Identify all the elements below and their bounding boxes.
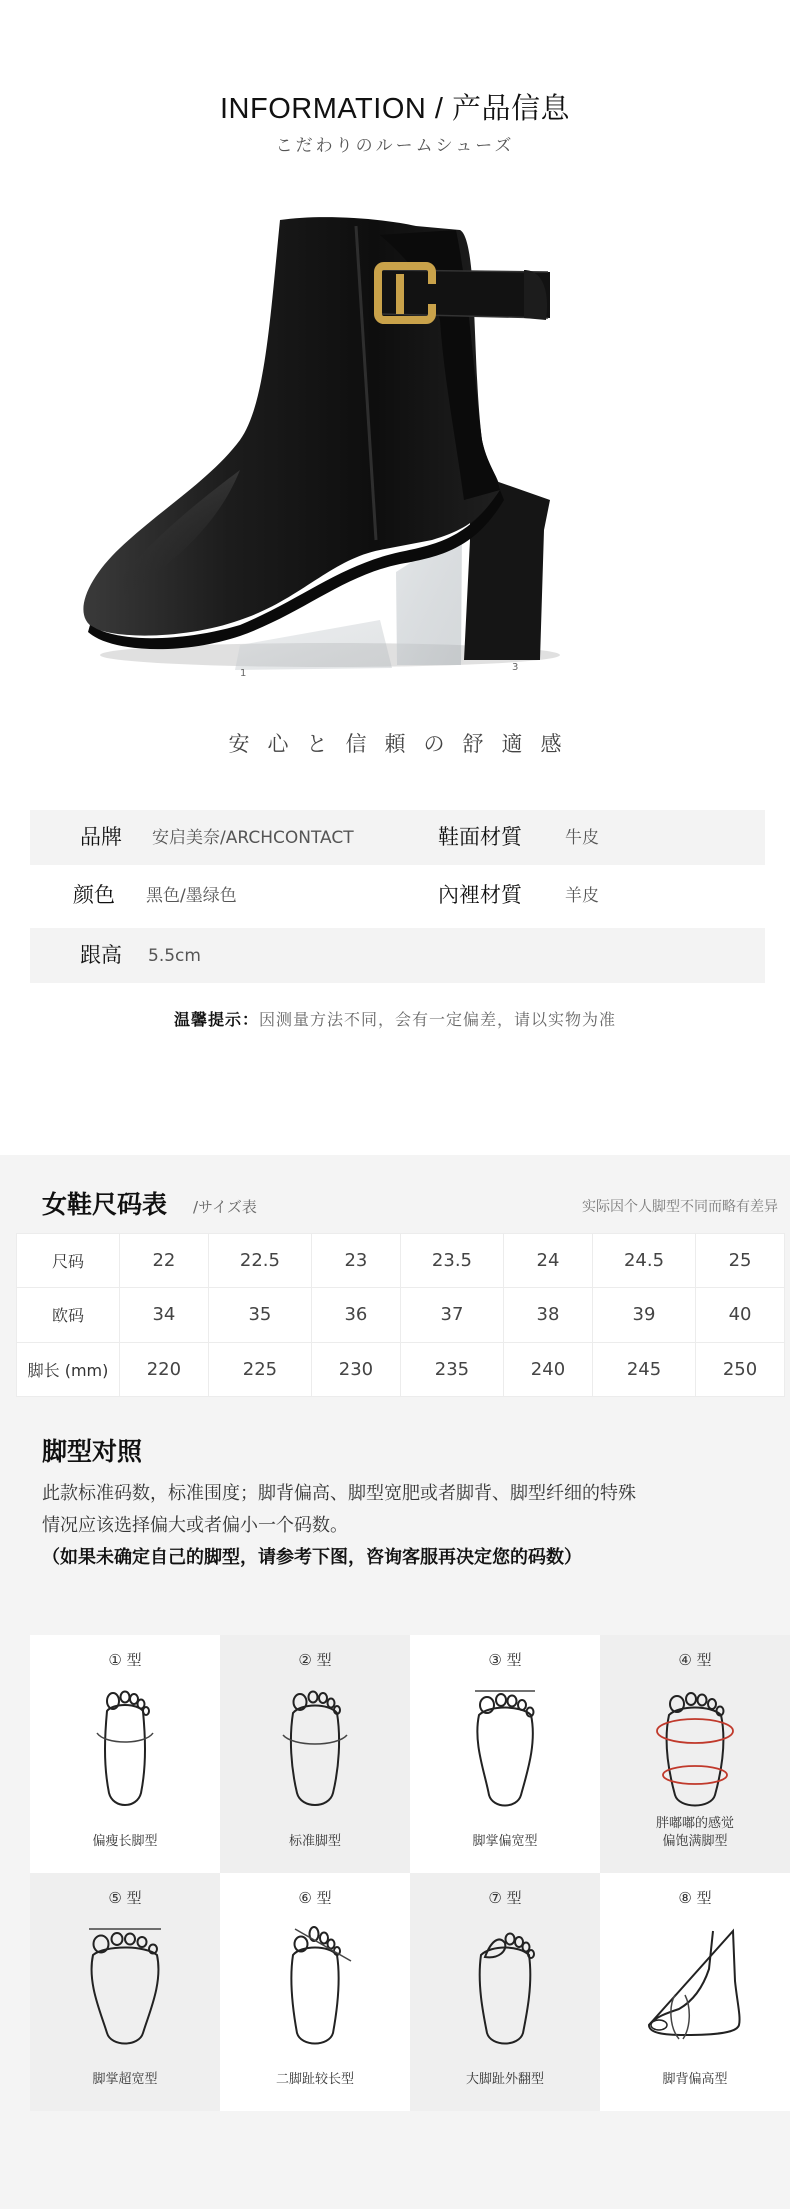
table-cell: 34: [120, 1288, 209, 1342]
foot-type-number: ① 型: [108, 1651, 142, 1669]
row-header: 欧码: [17, 1288, 120, 1342]
foot-type-8: [600, 1873, 790, 2111]
foot-type-1: [30, 1635, 220, 1873]
foot-type-7: [410, 1873, 600, 2111]
table-cell: 235: [400, 1342, 503, 1396]
size-table: [16, 1233, 785, 1397]
foot-guide-line-3: （如果未确定自己的脚型，请参考下图，咨询客服再决定您的码数）: [42, 1547, 582, 1568]
heel-label: 跟高: [80, 943, 122, 967]
row-header: 尺码: [17, 1234, 120, 1288]
foot-type-number: ④ 型: [678, 1651, 712, 1669]
foot-guide-line-1: 此款标准码数，标准围度；脚背偏高、脚型宽肥或者脚背、脚型纤细的特殊: [42, 1483, 636, 1504]
table-cell: 245: [592, 1342, 695, 1396]
warm-tip-text: 因测量方法不同，会有一定偏差，请以实物为准: [259, 1010, 617, 1029]
foot-type-name: 脚掌超宽型: [92, 2072, 158, 2087]
foot-outline-icon: [265, 1921, 365, 2051]
spec-row-2: [30, 868, 765, 923]
table-cell: 22: [120, 1234, 209, 1288]
foot-outline-icon: [75, 1921, 175, 2051]
lining-material-value: 羊皮: [565, 886, 599, 906]
size-chart-subtitle: /サイズ表: [193, 1198, 257, 1216]
heel-value: 5.5cm: [148, 946, 201, 966]
foot-type-number: ③ 型: [488, 1651, 522, 1669]
table-cell: 35: [208, 1288, 311, 1342]
foot-type-number: ⑦ 型: [488, 1889, 522, 1907]
foot-type-2: [220, 1635, 410, 1873]
foot-type-name: 脚背偏高型: [662, 2072, 728, 2087]
size-chart-note: 实际因个人脚型不同而略有差异: [582, 1199, 778, 1215]
foot-type-4: [600, 1635, 790, 1873]
table-cell: 40: [696, 1288, 785, 1342]
warm-tip-label: 温馨提示：: [173, 1010, 259, 1029]
warm-tip: [0, 1007, 790, 1030]
table-row: [17, 1234, 785, 1288]
foot-side-icon: [630, 1921, 760, 2051]
page-subtitle: こだわりのルームシューズ: [275, 136, 515, 156]
table-cell: 24.5: [592, 1234, 695, 1288]
table-row: [17, 1288, 785, 1342]
upper-material-value: 牛皮: [565, 828, 599, 848]
svg-text:1: 1: [240, 668, 247, 679]
table-cell: 24: [504, 1234, 593, 1288]
color-label: 颜色: [73, 883, 115, 907]
foot-outline-icon: [645, 1683, 745, 1813]
table-cell: 225: [208, 1342, 311, 1396]
table-cell: 38: [504, 1288, 593, 1342]
table-cell: 37: [400, 1288, 503, 1342]
foot-type-number: ⑧ 型: [678, 1889, 712, 1907]
lining-material-label: 內裡材質: [438, 883, 522, 907]
row-header: 脚长 (mm): [17, 1342, 120, 1396]
foot-outline-icon: [455, 1921, 555, 2051]
brand-label: 品牌: [80, 825, 122, 849]
table-cell: 220: [120, 1342, 209, 1396]
foot-type-name: 标准脚型: [288, 1834, 341, 1849]
table-row: [17, 1342, 785, 1396]
size-guide-section: [0, 1155, 790, 2209]
table-cell: 22.5: [208, 1234, 311, 1288]
foot-type-number: ② 型: [298, 1651, 332, 1669]
foot-outline-icon: [455, 1683, 555, 1813]
foot-guide-title: 脚型对照: [42, 1437, 143, 1466]
color-value: 黑色/墨绿色: [146, 886, 237, 906]
brand-value: 安启美奈/ARCHCONTACT: [152, 828, 354, 848]
table-cell: 230: [312, 1342, 401, 1396]
table-cell: 23: [312, 1234, 401, 1288]
foot-type-name: 胖嘟嘟的感觉 偏饱满脚型: [655, 1816, 734, 1849]
svg-text:3: 3: [512, 662, 519, 673]
table-cell: 39: [592, 1288, 695, 1342]
spec-row-1: [30, 810, 765, 865]
product-tagline: 安心と信頼の舒適感: [228, 732, 580, 756]
upper-material-label: 鞋面材質: [438, 825, 522, 849]
foot-type-name: 偏瘦长脚型: [92, 1834, 158, 1849]
foot-type-number: ⑤ 型: [108, 1889, 142, 1907]
foot-outline-icon: [265, 1683, 365, 1813]
size-chart-title: 女鞋尺码表: [42, 1190, 168, 1219]
table-cell: 36: [312, 1288, 401, 1342]
table-cell: 240: [504, 1342, 593, 1396]
foot-guide-line-2: 情况应该选择偏大或者偏小一个码数。: [42, 1515, 348, 1536]
table-cell: 23.5: [400, 1234, 503, 1288]
page-title: INFORMATION / 产品信息: [219, 93, 570, 125]
foot-type-5: [30, 1873, 220, 2111]
spec-row-3: [30, 928, 765, 983]
foot-type-6: [220, 1873, 410, 2111]
foot-type-name: 大脚趾外翻型: [465, 2072, 544, 2087]
foot-type-number: ⑥ 型: [298, 1889, 332, 1907]
table-cell: 250: [696, 1342, 785, 1396]
foot-outline-icon: [75, 1683, 175, 1813]
table-cell: 25: [696, 1234, 785, 1288]
foot-type-3: [410, 1635, 600, 1873]
foot-type-name: 二脚趾较长型: [275, 2072, 354, 2087]
foot-type-name: 脚掌偏宽型: [472, 1834, 538, 1849]
boot-image: [80, 200, 680, 680]
